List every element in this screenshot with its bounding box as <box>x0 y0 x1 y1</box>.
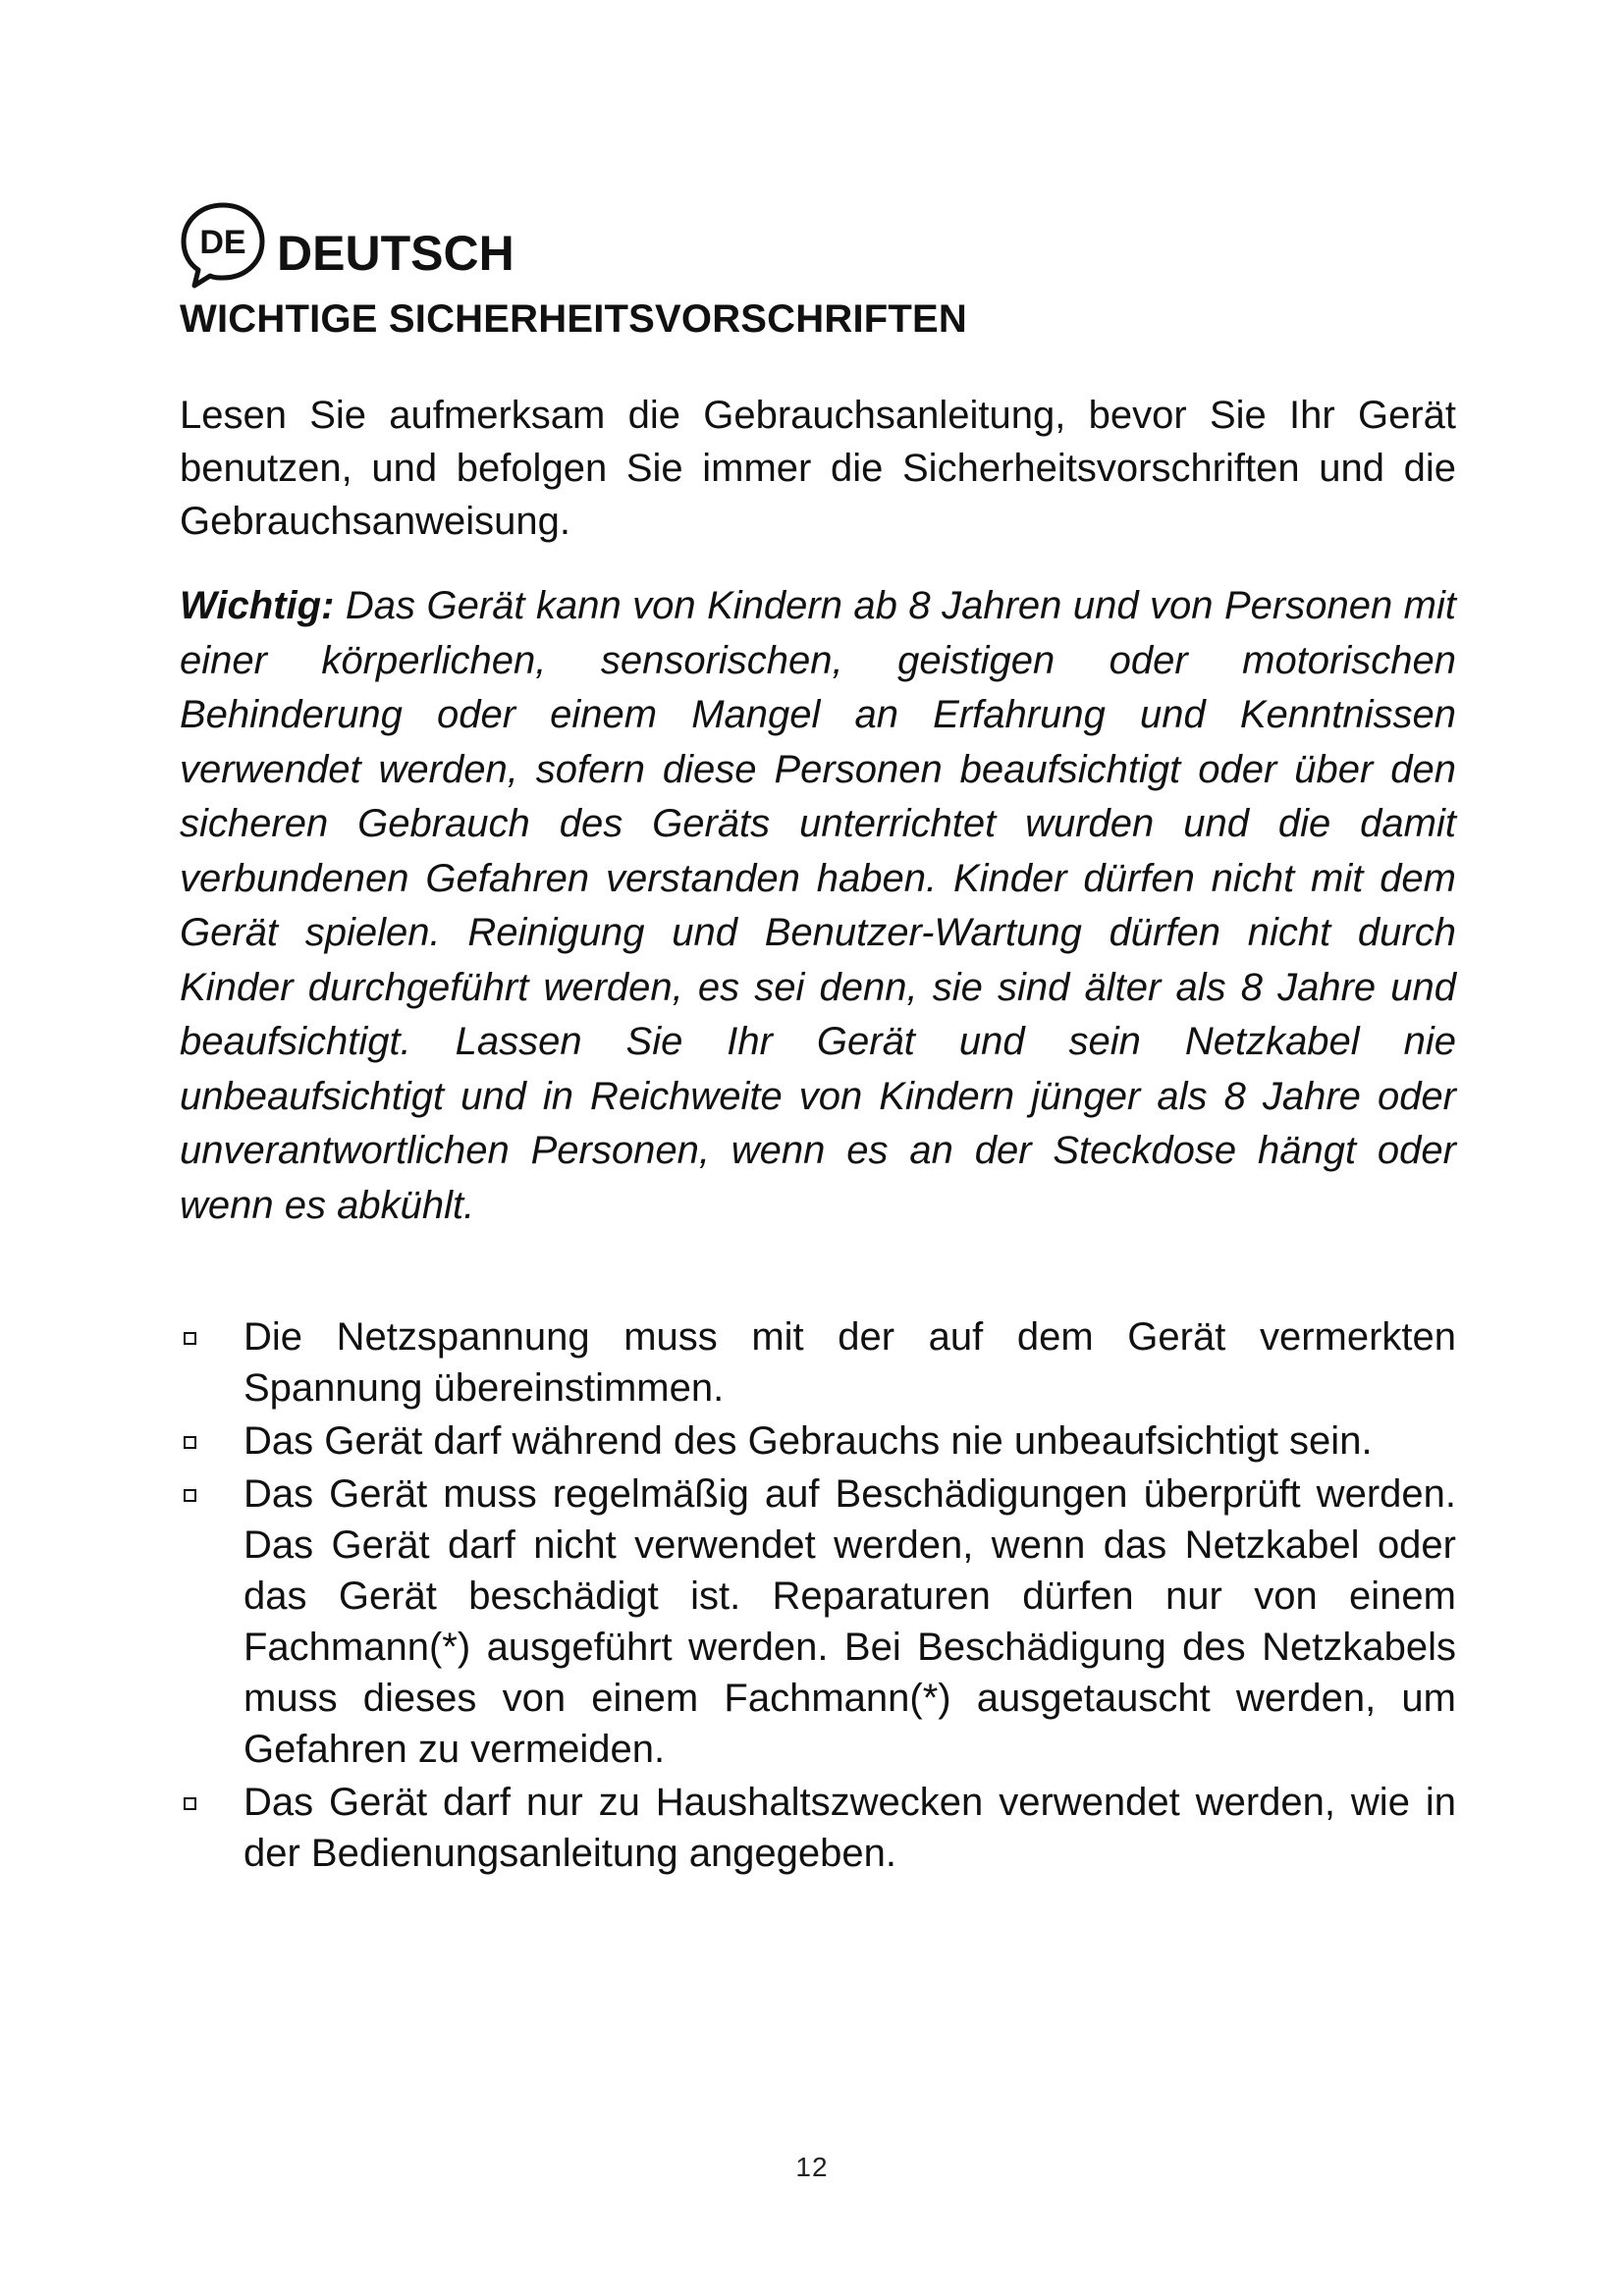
section-title: WICHTIGE SICHERHEITSVORSCHRIFTEN <box>180 297 967 341</box>
important-label: Wichtig: <box>180 584 335 627</box>
intro-paragraph: Lesen Sie aufmerksam die Gebrauchsanleitung, bevor Sie Ihr Gerät benutzen, und befolgen Sie immer die Sicherheitsvorschriften und die Gebrauchsanweisung. <box>180 394 1456 543</box>
language-badge-text: DE <box>199 224 246 261</box>
list-item-text: Das Gerät darf nur zu Haushaltszwecken verwendet werden, wie in der Bedienungsanleitung angegeben. <box>244 1781 1456 1875</box>
list-item <box>180 1777 1456 1879</box>
page-number: 12 <box>795 2152 829 2182</box>
list-item <box>180 1415 1456 1467</box>
checkbox-bullet-icon <box>184 1332 196 1345</box>
list-item <box>180 1468 1456 1775</box>
important-text: Das Gerät kann von Kindern ab 8 Jahren und von Personen mit einer körperlichen, sensorischen, geistigen oder motorischen Behinderung oder einem Mangel an Erfahrung und Kenntnissen verwendet werden, sofern diese Personen beaufsichtigt oder über den sicheren Gebrauch des Geräts unterrichtet wurden und die damit verbundenen Gefahren verstanden haben. Kinder dürfen nicht mit dem Gerät spielen. Reinigung und Benutzer-Wartung dürfen nicht durch Kinder durchgeführt werden, es sei denn, sie sind älter als 8 Jahre und beaufsichtigt. Lassen Sie Ihr Gerät und sein Netzkabel nie unbeaufsichtigt und in Reichweite von Kindern jünger als 8 Jahre oder unverantwortlichen Personen, wenn es an der Steckdose hängt oder wenn es abkühlt. <box>180 584 1456 1227</box>
safety-bullet-list <box>180 1311 1456 1881</box>
list-item <box>180 1311 1456 1414</box>
checkbox-bullet-icon <box>184 1489 196 1502</box>
checkbox-bullet-icon <box>184 1797 196 1810</box>
language-header <box>177 192 514 300</box>
list-item-text: Das Gerät darf während des Gebrauchs nie unbeaufsichtigt sein. <box>244 1419 1373 1463</box>
list-item-text: Die Netzspannung muss mit der auf dem Gerät vermerkten Spannung übereinstimmen. <box>244 1315 1456 1410</box>
checkbox-bullet-icon <box>184 1436 196 1449</box>
list-item-text: Das Gerät muss regelmäßig auf Beschädigungen überprüft werden. Das Gerät darf nicht verwendet werden, wenn das Netzkabel oder das Gerät beschädigt ist. Reparaturen dürfen nur von einem Fachmann(*) ausgeführt werden. Bei Beschädigung des Netzkabels muss dieses von einem Fachmann(*) ausgetauscht werden, um Gefahren zu vermeiden. <box>244 1472 1456 1771</box>
important-paragraph <box>180 579 1456 1233</box>
speech-bubble-language-icon <box>177 199 269 294</box>
language-title: DEUTSCH <box>277 226 514 281</box>
